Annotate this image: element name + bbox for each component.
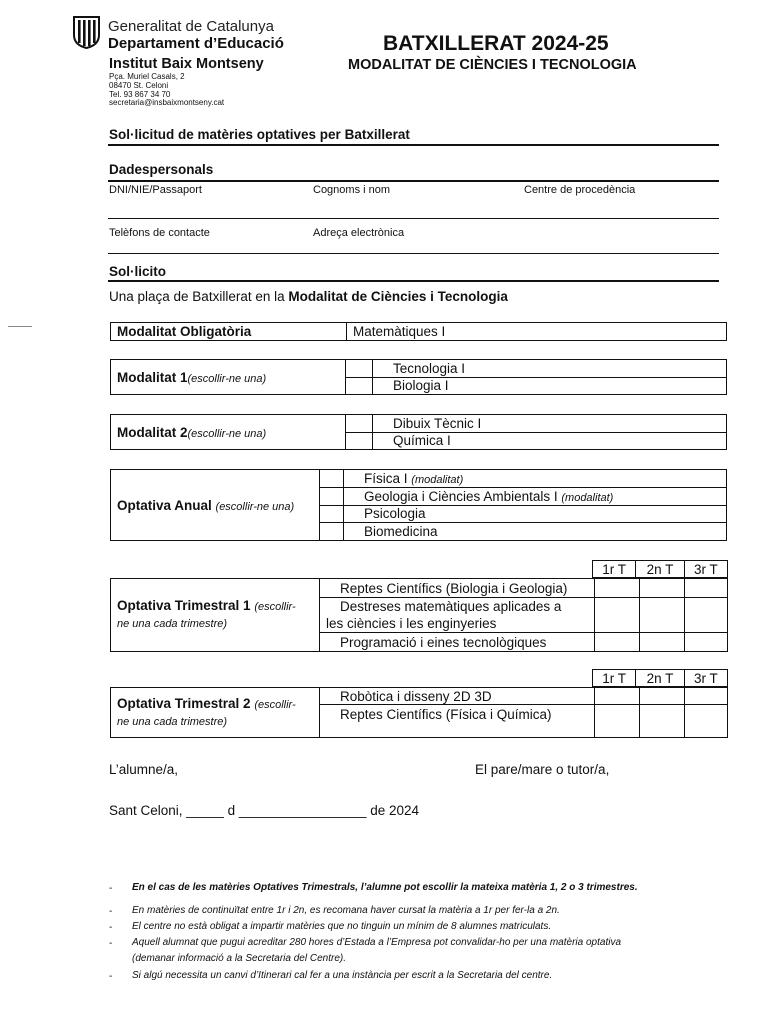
note-trimestral: En el cas de les matèries Optatives Trimestrals, l’alumne pot escollir la mateixa matèria 1, 2 o 3 trimestres.: [132, 882, 638, 893]
option-geologia: [344, 487, 727, 505]
option-reptes-bio: Reptes Científics (Biologia i Geologia): [320, 579, 595, 598]
modalitat-1-label: Modalitat 1: [117, 369, 188, 385]
school-city: 08470 St. Celoni: [109, 81, 169, 90]
school-phone: Tel. 93 867 34 70: [109, 90, 171, 99]
term-header-2: [592, 669, 728, 687]
option-quimica: Química I: [373, 432, 727, 450]
term-3-header: 3r T: [684, 561, 727, 578]
bullet-dash: -: [109, 906, 113, 917]
annual-label-cell: [111, 470, 320, 541]
gov-name: Generalitat de Catalunya: [108, 18, 274, 35]
option-checkbox[interactable]: [346, 377, 373, 395]
bullet-dash: -: [109, 922, 113, 933]
modalitat-2-label-cell: [111, 415, 346, 450]
note-convalidation-cont: (demanar informació a la Secretaria del Centre).: [132, 953, 346, 964]
surname-label: Cognoms i nom: [313, 184, 391, 196]
term-checkbox[interactable]: [595, 688, 640, 705]
option-biomedicina: Biomedicina: [344, 523, 727, 541]
mandatory-value: Matemàtiques I: [347, 323, 727, 341]
term-checkbox[interactable]: [685, 705, 728, 738]
parent-signature-label: El pare/mare o tutor/a,: [475, 762, 610, 777]
trimester-2-hint-a: (escollir-: [254, 698, 296, 711]
divider: [108, 144, 719, 146]
option-destreses: [320, 598, 595, 633]
term-checkbox[interactable]: [595, 579, 640, 598]
option-checkbox[interactable]: [320, 505, 344, 523]
term-2-header: 2n T: [636, 670, 685, 687]
term-checkbox[interactable]: [595, 633, 640, 652]
option-biologia: Biologia I: [373, 377, 727, 395]
term-2-header: 2n T: [636, 561, 685, 578]
term-header-1: [592, 560, 728, 578]
term-1-header: 1r T: [593, 670, 636, 687]
modalitat-2-label: Modalitat 2: [117, 424, 188, 440]
page-title: BATXILLERAT 2024-25: [383, 32, 609, 55]
option-checkbox[interactable]: [346, 432, 373, 450]
trimester-2-table: [110, 687, 728, 738]
term-checkbox[interactable]: [640, 598, 685, 633]
option-checkbox[interactable]: [320, 470, 344, 488]
term-checkbox[interactable]: [595, 705, 640, 738]
request-sentence: [109, 289, 508, 304]
center-label: Centre de procedència: [524, 184, 636, 196]
request-sentence-bold: Modalitat de Ciències i Tecnologia: [288, 289, 508, 304]
option-checkbox[interactable]: [320, 523, 344, 541]
option-dibuix: Dibuix Tècnic I: [373, 415, 727, 433]
term-checkbox[interactable]: [640, 688, 685, 705]
note-minimum: El centre no està obligat a impartir matèries que no tinguin un mínim de 8 alumnes matriculats.: [132, 921, 552, 932]
term-checkbox[interactable]: [685, 688, 728, 705]
page-subtitle: MODALITAT DE CIÈNCIES I TECNOLOGIA: [348, 57, 637, 73]
term-checkbox[interactable]: [640, 705, 685, 738]
request-heading: Sol·licito: [109, 264, 166, 279]
option-geologia-label: Geologia i Ciències Ambientals I: [364, 488, 558, 504]
divider: [108, 280, 719, 282]
option-programacio: Programació i eines tecnològiques: [320, 633, 595, 652]
option-fisica: [344, 470, 727, 488]
term-checkbox[interactable]: [685, 598, 728, 633]
option-fisica-label: Física I: [364, 470, 408, 486]
bullet-dash: -: [109, 883, 113, 894]
field-line: [108, 218, 719, 219]
option-checkbox[interactable]: [346, 415, 373, 433]
school-name: Institut Baix Montseny: [109, 56, 264, 72]
note-itinerary: Si algú necessita un canvi d’Itinerari cal fer a una instància per escrit a la Secretaria del centre.: [132, 970, 553, 981]
option-checkbox[interactable]: [320, 487, 344, 505]
term-checkbox[interactable]: [595, 598, 640, 633]
trimester-1-hint-b: ne una cada trimestre): [117, 618, 228, 630]
option-destreses-line2: les ciències i les enginyeries: [326, 616, 497, 631]
modalitat-tag: (modalitat): [561, 491, 614, 504]
trimester-1-table: [110, 578, 728, 652]
modalitat-1-table: [110, 359, 727, 395]
mandatory-label: Modalitat Obligatòria: [111, 323, 347, 341]
note-convalidation: Aquell alumnat que pugui acreditar 280 hores d’Estada a l’Empresa pot convalidar-ho per una matèria optativa: [132, 937, 622, 948]
trimester-2-label-cell: [111, 688, 320, 738]
modalitat-2-hint: (escollir-ne una): [187, 427, 267, 440]
term-3-header: 3r T: [684, 670, 727, 687]
annual-hint: (escollir-ne una): [215, 500, 295, 513]
option-destreses-line1: Destreses matemàtiques aplicades a: [340, 599, 562, 614]
dni-label: DNI/NIE/Passaport: [109, 184, 202, 196]
term-checkbox[interactable]: [640, 579, 685, 598]
option-checkbox[interactable]: [346, 360, 373, 378]
margin-mark: [8, 326, 32, 327]
trimester-1-label: Optativa Trimestral 1: [117, 598, 251, 613]
option-psicologia: Psicologia: [344, 505, 727, 523]
option-robotica: Robòtica i disseny 2D 3D: [320, 688, 595, 705]
modalitat-2-table: [110, 414, 727, 450]
department-name: Departament d’Educació: [108, 35, 284, 52]
divider: [108, 180, 719, 182]
term-checkbox[interactable]: [685, 579, 728, 598]
term-1-header: 1r T: [593, 561, 636, 578]
annual-elective-table: [110, 469, 727, 541]
trimester-2-hint-b: ne una cada trimestre): [117, 715, 228, 728]
trimester-2-label: Optativa Trimestral 2: [117, 695, 251, 711]
note-continuity: En matèries de continuïtat entre 1r i 2n, es recomana haver cursat la matèria a 1r per fer-la a 2n.: [132, 905, 560, 916]
option-reptes-fq: Reptes Científics (Física i Química): [320, 705, 595, 738]
student-signature-label: L’alumne/a,: [109, 762, 179, 777]
term-checkbox[interactable]: [685, 633, 728, 652]
trimester-1-hint-a: (escollir-: [254, 601, 296, 613]
school-email: secretaria@insbaixmontseny.cat: [109, 98, 225, 107]
option-tecnologia: Tecnologia I: [373, 360, 727, 378]
modalitat-tag: (modalitat): [411, 473, 464, 486]
request-sentence-text: Una plaça de Batxillerat en la: [109, 289, 289, 304]
generalitat-logo: [72, 15, 101, 49]
place-date-line: Sant Celoni, _____ d _________________ de 2024: [109, 803, 420, 818]
request-title: Sol·licitud de matèries optatives per Batxillerat: [109, 127, 410, 142]
term-checkbox[interactable]: [640, 633, 685, 652]
school-address: Pça. Muriel Casals, 2: [109, 72, 185, 81]
mandatory-table: [110, 322, 727, 341]
email-label: Adreça electrònica: [313, 227, 405, 239]
modalitat-1-label-cell: [111, 360, 346, 395]
bullet-dash: -: [109, 938, 113, 949]
personal-data-title: Dadespersonals: [109, 162, 214, 177]
annual-label: Optativa Anual: [117, 497, 212, 513]
generalitat-emblem-icon: [72, 15, 101, 49]
phone-label: Telèfons de contacte: [109, 227, 210, 239]
field-line: [108, 253, 719, 254]
modalitat-1-hint: (escollir-ne una): [187, 372, 267, 385]
trimester-1-label-cell: [111, 579, 320, 652]
bullet-dash: -: [109, 971, 113, 982]
